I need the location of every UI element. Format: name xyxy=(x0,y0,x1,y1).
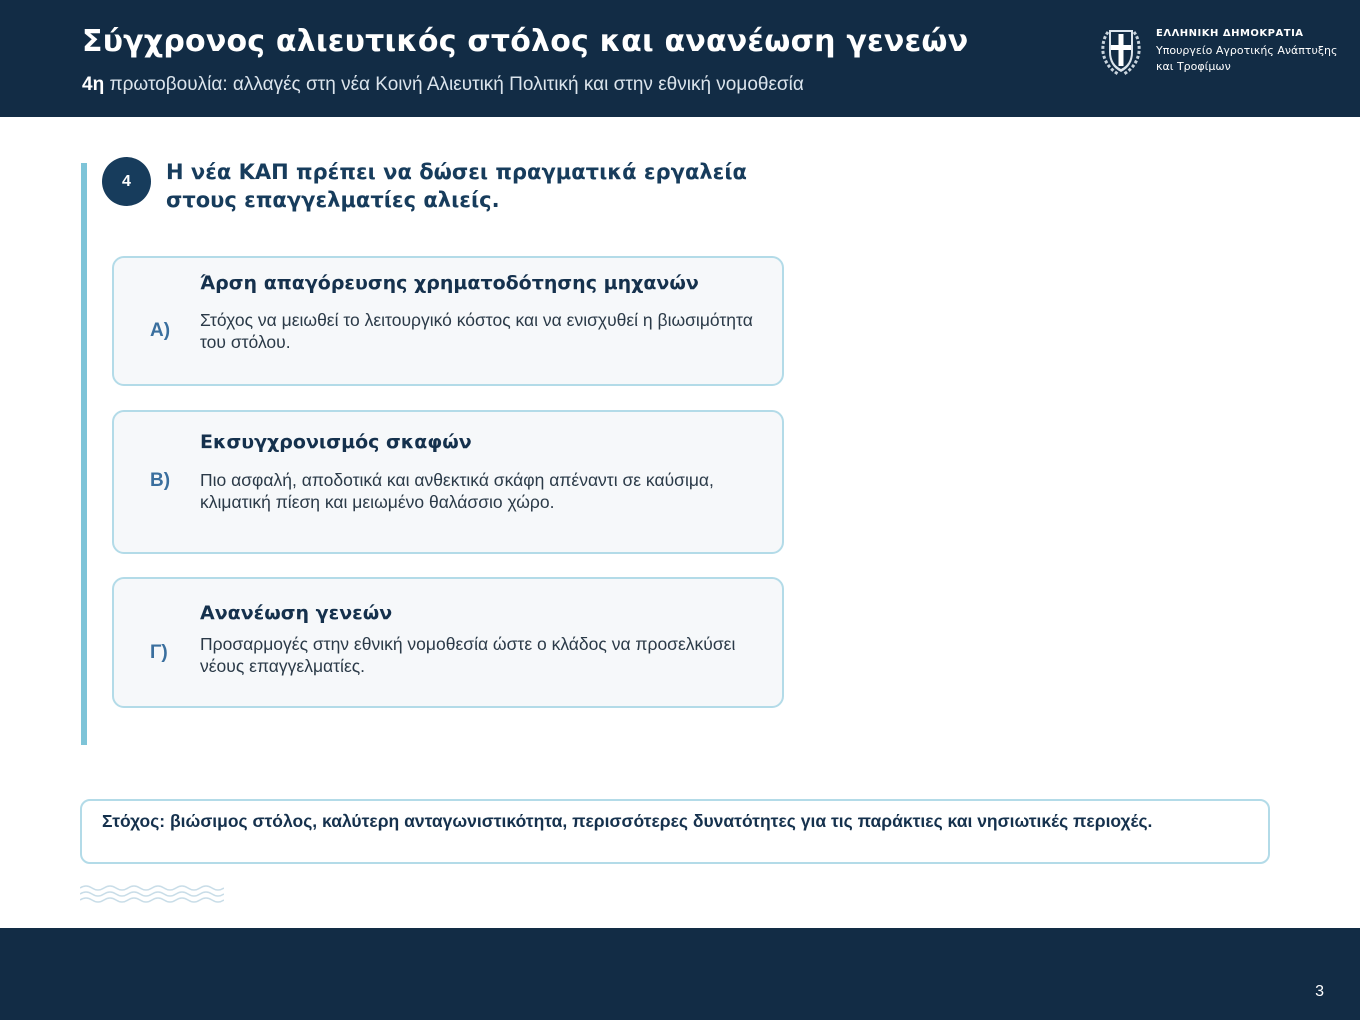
footer-bar xyxy=(0,928,1360,1020)
subtitle-rest: πρωτοβουλία: αλλαγές στη νέα Κοινή Αλιευτική Πολιτική και στην εθνική νομοθεσία xyxy=(104,74,804,95)
logo-line-3: και Τροφίμων xyxy=(1156,60,1231,73)
logo-line-1: ΕΛΛΗΝΙΚΗ ΔΗΜΟΚΡΑΤΙΑ xyxy=(1156,28,1304,39)
card-letter: Γ) xyxy=(150,642,168,663)
coat-of-arms-icon xyxy=(1096,22,1146,78)
card-title: Άρση απαγόρευσης χρηματοδότησης μηχανών xyxy=(200,272,699,294)
card-title: Ανανέωση γενεών xyxy=(200,602,393,624)
card-b xyxy=(112,410,784,554)
goal-box xyxy=(80,799,1270,864)
card-c xyxy=(112,577,784,708)
card-body: Προσαρμογές στην εθνική νομοθεσία ώστε ο κλάδος να προσελκύσει νέους επαγγελματίες. xyxy=(200,634,736,676)
card-body: Πιο ασφαλή, αποδοτικά και ανθεκτικά σκάφη απέναντι σε καύσιμα, κλιματική πίεση και μειωμένο θαλάσσιο χώρο. xyxy=(200,470,714,512)
card-letter: Α) xyxy=(150,320,171,341)
card-letter: Β) xyxy=(150,470,171,491)
page-subtitle xyxy=(82,74,804,96)
section-number-badge: 4 xyxy=(102,157,151,206)
goal-text: Στόχος: βιώσιμος στόλος, καλύτερη ανταγωνιστικότητα, περισσότερες δυνατότητες για τις παράκτιες και νησιωτικές περιοχές. xyxy=(102,811,1153,831)
page-number: 3 xyxy=(1315,983,1324,1000)
card-body: Στόχος να μειωθεί το λειτουργικό κόστος και να ενισχυθεί η βιωσιμότητα του στόλου. xyxy=(200,310,753,352)
card-a xyxy=(112,256,784,386)
logo-line-2: Υπουργείο Αγροτικής Ανάπτυξης xyxy=(1156,44,1338,57)
waves-decoration-icon xyxy=(80,884,224,904)
header-bar xyxy=(0,0,1360,117)
accent-vertical-bar xyxy=(81,163,87,745)
section-heading: Η νέα ΚΑΠ πρέπει να δώσει πραγματικά εργαλεία στους επαγγελματίες αλιείς. xyxy=(166,160,747,212)
card-title: Εκσυγχρονισμός σκαφών xyxy=(200,431,472,453)
page-title: Σύγχρονος αλιευτικός στόλος και ανανέωση γενεών xyxy=(82,24,969,59)
subtitle-bold: 4η xyxy=(82,74,105,95)
ministry-logo xyxy=(1096,22,1338,82)
